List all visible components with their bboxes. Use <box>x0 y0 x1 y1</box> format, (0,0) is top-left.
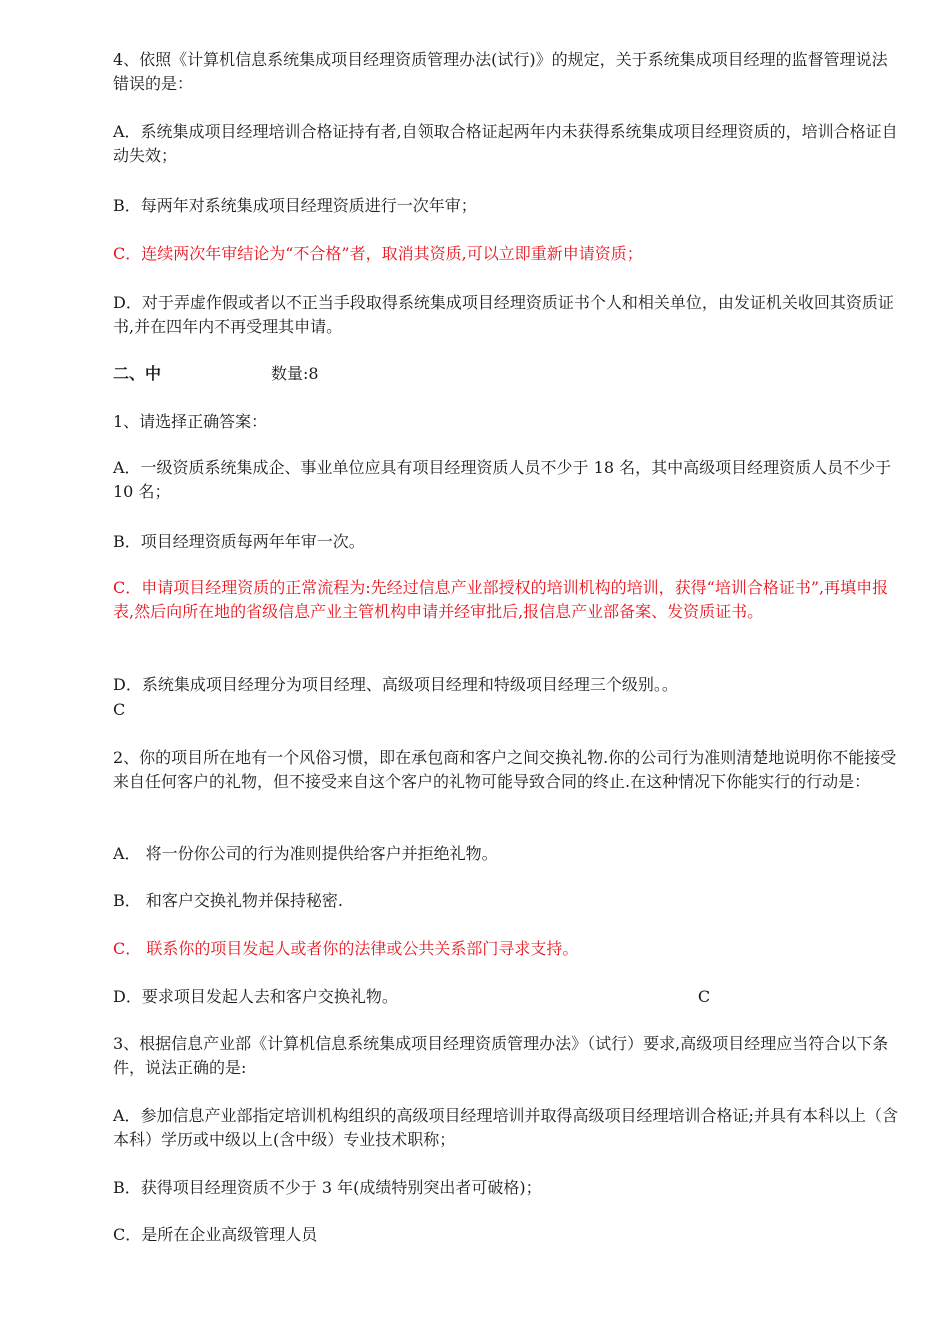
q1-option-d: D．系统集成项目经理分为项目经理、高级项目经理和特级项目经理三个级别。。 <box>113 675 678 694</box>
section-title: 二、中 <box>113 364 162 383</box>
q2-option-c-correct: C． 联系你的项目发起人或者你的法律或公共关系部门寻求支持。 <box>113 939 579 958</box>
q2-stem: 2、你的项目所在地有一个风俗习惯，即在承包商和客户之间交换礼物.你的公司行为准则清楚地说明你不能接受来自任何客户的礼物，但不接受来自这个客户的礼物可能导致合同的终止.在这种情况下你能实行的行动是： <box>113 748 897 791</box>
q4-option-a: A．系统集成项目经理培训合格证持有者,自领取合格证起两年内未获得系统集成项目经理资质的，培训合格证自动失效； <box>113 122 898 165</box>
section-count: 数量:8 <box>271 364 319 383</box>
q4-stem: 4、依照《计算机信息系统集成项目经理资质管理办法(试行)》的规定，关于系统集成项目经理的监督管理说法错误的是： <box>113 50 888 93</box>
section-heading <box>113 362 319 386</box>
q1-stem: 1、请选择正确答案： <box>113 412 268 431</box>
q2-option-b: B． 和客户交换礼物并保持秘密. <box>113 891 343 910</box>
q4-option-b: B．每两年对系统集成项目经理资质进行一次年审； <box>113 196 477 215</box>
q4-option-c-correct: C．连续两次年审结论为“不合格”者，取消其资质,可以立即重新申请资质； <box>113 244 643 263</box>
q3-option-c: C．是所在企业高级管理人员 <box>113 1225 318 1244</box>
q1-option-b: B．项目经理资质每两年年审一次。 <box>113 532 365 551</box>
q2-option-d-line <box>113 985 710 1009</box>
q3-option-a: A．参加信息产业部指定培训机构组织的高级项目经理培训并取得高级项目经理培训合格证;并具有本科以上（含本科）学历或中级以上(含中级）专业技术职称； <box>113 1106 898 1149</box>
q2-option-d: D．要求项目发起人去和客户交换礼物。 <box>113 987 398 1006</box>
q2-option-a: A． 将一份你公司的行为准则提供给客户并拒绝礼物。 <box>113 844 498 863</box>
q4-option-d: D．对于弄虚作假或者以不正当手段取得系统集成项目经理资质证书个人和相关单位，由发证机关收回其资质证书,并在四年内不再受理其申请。 <box>113 293 894 336</box>
q3-stem: 3、根据信息产业部《计算机信息系统集成项目经理资质管理办法》（试行）要求,高级项目经理应当符合以下条件，说法正确的是: <box>113 1034 889 1077</box>
q3-option-b: B．获得项目经理资质不少于 3 年(成绩特别突出者可破格)； <box>113 1178 542 1197</box>
q2-answer: C <box>697 987 711 1006</box>
q1-option-a: A．一级资质系统集成企、事业单位应具有项目经理资质人员不少于 18 名，其中高级项目经理资质人员不少于 10 名； <box>113 458 892 501</box>
q1-option-c-correct: C．申请项目经理资质的正常流程为:先经过信息产业部授权的培训机构的培训，获得“培训合格证书”,再填申报表,然后向所在地的省级信息产业主管机构申请并经审批后,报信息产业部备案、发资质证书。 <box>113 578 889 621</box>
q1-answer: C <box>113 700 126 719</box>
